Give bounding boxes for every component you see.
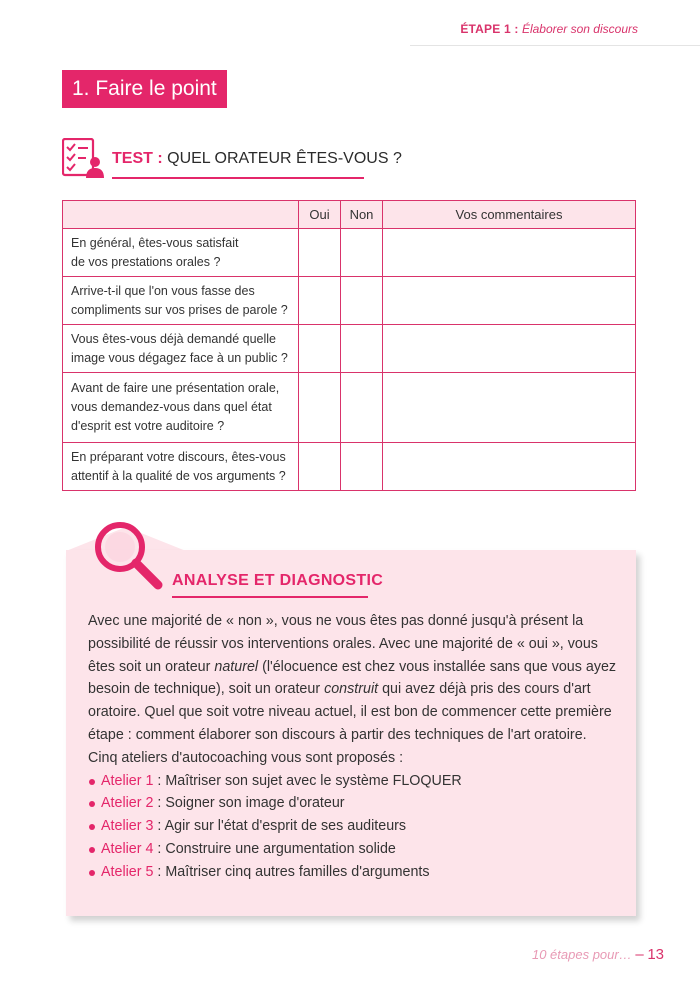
question-cell [63,373,299,443]
text-run: Avec une majorité de « non », vous ne vous êtes pas donné jusqu'à présent la possibilité de réussir vos interventions orales. Avec une majorité de « oui », vous êtes soit un orateur [88,613,598,675]
table-row [63,443,636,491]
list-item [88,770,623,793]
header-question [63,201,299,229]
non-cell[interactable] [341,277,383,325]
running-header [460,22,638,36]
page-footer [532,946,664,963]
test-underline [112,177,364,179]
table-header-row [63,201,636,229]
text-run: (l'élocuence est chez vous installée sans que vous ayez besoin de technique), soit un orateur [88,658,617,698]
header-step-title: Élaborer son discours [521,22,638,36]
non-cell[interactable] [341,373,383,443]
list-item [88,792,623,815]
section-title: 1. Faire le point [62,70,227,108]
workshop-label: Atelier 3 [101,818,154,835]
questionnaire-table [62,200,636,491]
text-run-italic: naturel [214,658,259,675]
table-row [63,229,636,277]
non-cell[interactable] [341,325,383,373]
analysis-paragraph [88,610,623,747]
oui-cell[interactable] [299,229,341,277]
header-oui: Oui [299,201,341,229]
workshop-text: : Maîtriser cinq autres familles d'arguments [153,863,430,880]
list-item [88,815,623,838]
workshop-text: : Soigner son image d'orateur [153,795,345,812]
question-cell [63,277,299,325]
table-row [63,373,636,443]
test-question: QUEL ORATEUR ÊTES-VOUS ? [167,150,402,167]
question-line: de vos prestations orales ? [71,254,221,269]
workshops-intro: Cinq ateliers d'autocoaching vous sont proposés : [88,749,404,766]
comment-cell[interactable] [383,277,636,325]
oui-cell[interactable] [299,443,341,491]
test-title [112,150,402,168]
question-cell [63,443,299,491]
magnifying-glass-icon [88,515,168,595]
header-non: Non [341,201,383,229]
analysis-body [88,610,623,884]
list-item [88,838,623,861]
text-run: qui avez déjà pris des cours d'art oratoire. Quel que soit votre niveau actuel, il est bon de commencer cette première étape : comment élaborer son discours à partir des techniques de l'art oratoire. [88,681,612,743]
workshop-text: : Agir sur l'état d'esprit de ses auditeurs [153,818,407,835]
question-line: Arrive-t-il que l'on vous fasse des [71,283,255,298]
page-number: 13 [647,946,664,963]
non-cell[interactable] [341,443,383,491]
checklist-person-icon [62,138,104,178]
workshop-label: Atelier 1 [101,772,154,789]
test-label: TEST : [112,150,163,167]
oui-cell[interactable] [299,277,341,325]
header-divider [410,45,700,46]
comment-cell[interactable] [383,325,636,373]
comment-cell[interactable] [383,373,636,443]
question-cell [63,229,299,277]
question-line: En général, êtes-vous satisfait [71,235,239,250]
footer-separator: – [635,946,644,963]
non-cell[interactable] [341,229,383,277]
question-line: d'esprit est votre auditoire ? [71,419,225,433]
table-row [63,277,636,325]
analysis-title: ANALYSE ET DIAGNOSTIC [172,572,384,589]
workshop-label: Atelier 4 [101,840,154,857]
oui-cell[interactable] [299,373,341,443]
workshop-label: Atelier 5 [101,863,154,880]
question-line: Vous êtes-vous déjà demandé quelle [71,331,277,346]
list-item [88,861,623,884]
question-line: attentif à la qualité de vos arguments ? [71,468,286,483]
question-line: En préparant votre discours, êtes-vous [71,449,286,464]
book-title: 10 étapes pour… [531,947,632,962]
workshop-text: : Construire une argumentation solide [153,840,396,857]
header-comments: Vos commentaires [383,201,636,229]
comment-cell[interactable] [383,229,636,277]
workshop-label: Atelier 2 [101,795,154,812]
question-line: image vous dégagez face à un public ? [71,350,288,365]
text-run-italic: construit [324,681,379,698]
question-cell [63,325,299,373]
workshop-text: : Maîtriser son sujet avec le système FLOQUER [153,772,462,789]
question-line: Avant de faire une présentation orale, [71,381,280,395]
table-row [63,325,636,373]
comment-cell[interactable] [383,443,636,491]
question-line: compliments sur vos prises de parole ? [71,302,288,317]
analysis-underline [172,596,368,598]
question-line: vous demandez-vous dans quel état [71,400,272,414]
workshop-list [88,770,623,884]
oui-cell[interactable] [299,325,341,373]
header-step-label: ÉTAPE 1 : [460,22,519,36]
